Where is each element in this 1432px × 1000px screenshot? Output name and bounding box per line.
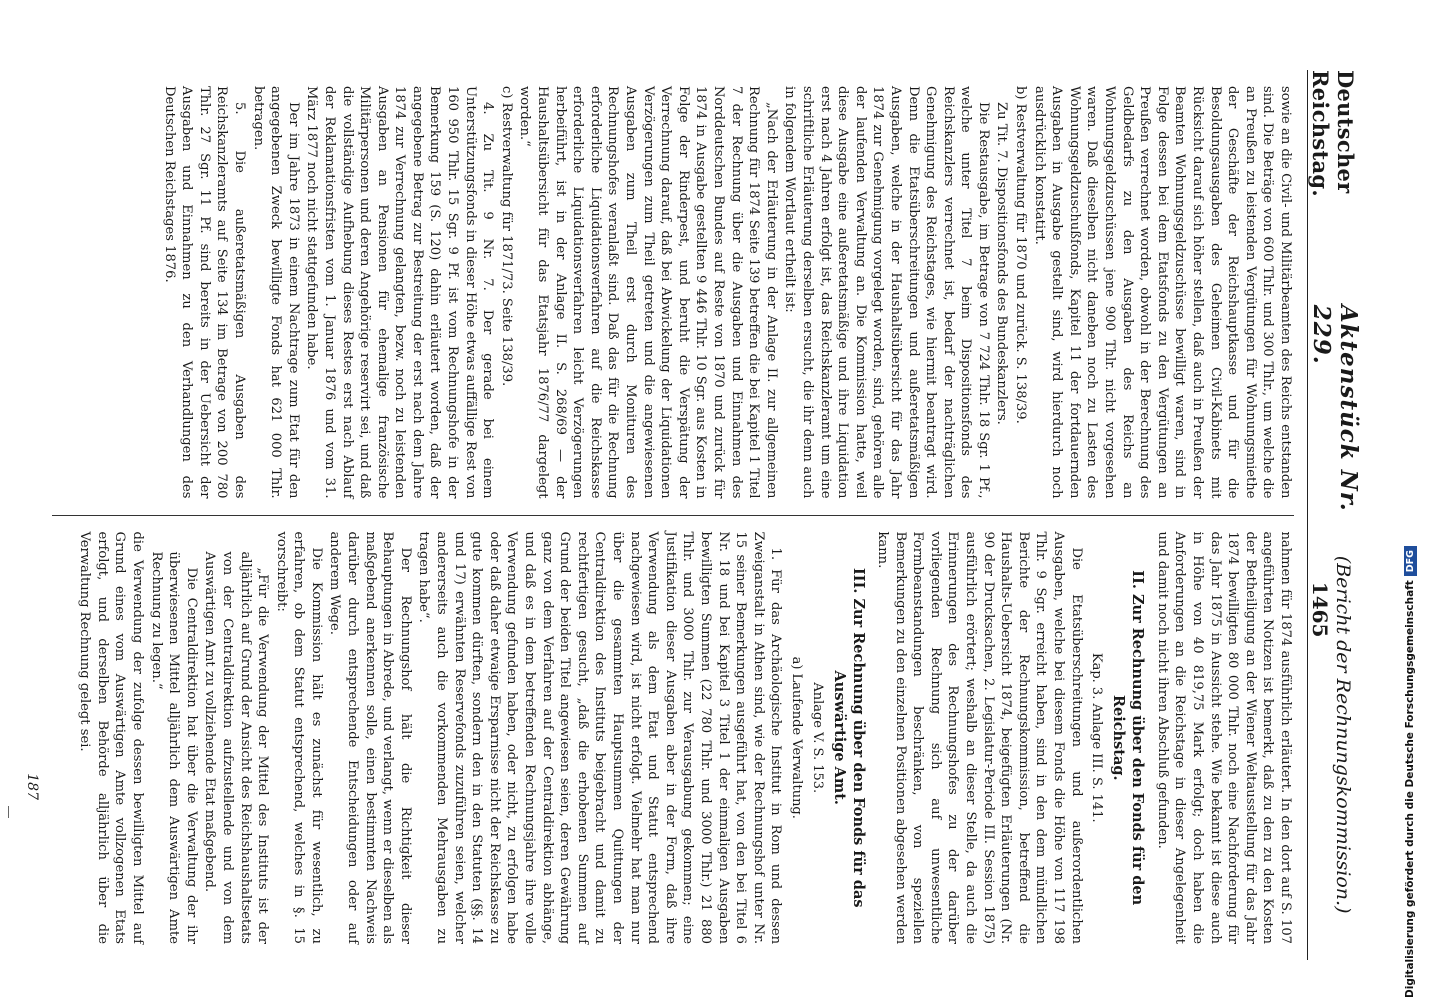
paragraph: die Verwendung der zufolge dessen bewilligten Mittel auf Grund eines vom Auswärtigen Amte vollzogenen Etats erfolgt, und derselben Behörde alljährlich über die Verwaltung Rechnung gelegt sei.: [77, 531, 145, 944]
document-page: [2, 30, 1372, 990]
left-column: [52, 70, 1294, 515]
paragraph: sowie an die Civil- und Militärbeamten des Reichs entstanden sind. Die Beträge von 600 Thlr. und 300 Thlr., um welche die an Preußen zu leistenden Vergütungen für Wohnungsmiethe der Geschäfte der Reichshauptkasse und für die Besoldungsausgaben des Geheimen Civil-Kabinets mit Rücksicht darauf sich höher stellen, daß auch in Preußen der Beamten Wohnungsgeldzuschüsse bewilligt waren, sind in Folge dessen bei dem Etatsfonds zu den Vergütungen an Preußen verrechnet worden, obwohl in der Berechnung des Geldbedarfs zu den Ausgaben des Reichs an Wohnungsgeldzuschüssen jene 900 Thlr. nicht vorgesehen waren. Daß dieselben nicht daneben noch zu Lasten des Wohnungsgeldzuschußfonds, Kapitel 11 der fortdauernden Ausgaben in Ausgabe gestellt sind, wird hierdurch noch ausdrücklich konstatirt.: [1031, 86, 1293, 499]
header-right: (Bericht der Rechnungskommission.): [1332, 555, 1354, 914]
page-number: 1465: [1308, 581, 1332, 638]
paragraph: 5. Die außeretatsmäßigen Ausgaben des Reichskanzleramts auf Seite 134 im Betrage von 200 780 Thlr. 27 Sgr. 11 Pf. sind bereits in der Uebersicht der Ausgaben und Einnahmen zu den Verhandlungen des Deutschen Reichstages 1876.: [161, 86, 247, 499]
scan-mark: [8, 806, 9, 818]
paragraph: Der im Jahre 1873 in einem Nachtrage zum Etat für den angegebenen Zweck bewilligte Fonds hat 621 000 Thlr. betragen.: [250, 86, 301, 499]
paragraph: „Nach der Erläuterung in der Anlage II. zur allgemeinen Rechnung für 1874 Seite 139 betreffen die bei Kapitel 1 Titel 7 der Rechnung über die Ausgaben und Einnahmen des Norddeutschen Bundes auf Reste von 1870 und zurück für 1874 in Ausgabe gestellten 9 446 Thlr. 10 Sgr. aus Kosten in Folge der Rinderpest, und beruht die Verspätung der Verrechnung darauf, daß bei Abwickelung der Liquidationen Verzögerungen zum Theil getreten und die angewiesenen Ausgaben zum Theil erst durch Monituren des Rechnungshofes veranlaßt sind. Daß das für die Rechnung erforderliche Liquidationsverfahren auf die Reichskasse erforderliche Liquidationsverfahren leicht Verzögerungen herbeiführt, ist in der Anlage II. S. 268/69 — der Haushaltsübersicht für das Etatsjahr 1876/77 dargelegt worden.“: [517, 86, 779, 499]
paragraph: 4. Zu Tit. 9 Nr. 7. Der gerade bei einem Unterstützungsfonds in dieser Höhe etwas auffällige Rest von 160 950 Thlr. 15 Sgr. 9 Pf. ist vom Rechnungshofe in der Bemerkung 159 (S. 120) dahin erläutert worden, daß der angegebene Betrag zur Bestreitung der erst nach dem Jahre 1874 zur Verrechnung gelangten, bezw. noch zu leistenden Ausgaben an Pensionen für ehemalige französische Militärpersonen und deren Angehörige reservirt sei, und daß die vollständige Aufhebung dieses Restes erst nach Ablauf der Reklamationsfristen vom 1. Januar 1876 und vom 31. März 1877 noch nicht stattgefunden habe.: [304, 86, 496, 499]
paragraph: 1. Für das Archäologische Institut in Rom und dessen Zweiganstalt in Athen sind, wie der Rechnungshof unter Nr. 15 seiner Bemerkungen ausgeführt hat, von den bei Titel 6 Nr. 18 und bei Kapitel 3 Titel 1 der einmaligen Ausgaben bewilligten Summen (22 780 Thlr. und 3000 Thlr.) 21 880 Thlr. und 3000 Thlr. zur Verausgabung gekommen; eine Justifikation dieser Ausgaben aber in der Form, daß ihre Verwendung als dem Etat und Statut entsprechend nachgewiesen wird, ist nicht erfolgt. Vielmehr hat man nur über die gesammten Hauptsummen Quittungen der Centraldirektion des Instituts beigebracht und damit zu rechtfertigen gesucht, „daß die erhobenen Summen auf Grund der beiden Titel angewiesen seien, deren Gewährung ganz von dem Verfahren auf der Centraldirektion abhänge, und daß es in dem betreffenden Rechnungsjahre ihre volle Verwendung gefunden haben, oder nicht, zu erfolgen habe oder daß daher etwaige Ersparnisse nicht der Reichskasse zu gute kommen dürften, sondern den in den Statuten (§§. 14 und 17) erwähnten Reservefonds zuzuführen seien, welcher andererseits auch die vorkommenden Mehrausgaben zu tragen habe“.: [416, 531, 784, 944]
section-b-title: b) Restverwaltung für 1870 und zurück. S. 138/39.: [1013, 86, 1029, 424]
section-III-subtitle: Anlage V. S. 153.: [809, 682, 825, 794]
paragraph: Die Etatsüberschreitungen und außerordentlichen Ausgaben, welche bei diesem Fonds die Höhe von 117 198 Thlr. 9 Sgr. erreicht haben, sind in den dem mündlichen Berichte der Rechnungskommission, betreffend die Haushalts-Uebersicht 1874, beigefügten Erläuterungen (Nr. 90 der Drucksachen, 2. Legislatur-Periode III. Session 1875) ausführlich erörtert; weshalb an dieser Stelle, da auch die Erinnerungen des Rechnungshofes zu der darüber vorliegenden Rechnung sich auf unwesentliche Formbeanstandungen beschränken, von speziellen Bemerkungen zu den einzelnen Positionen abgesehen werden kann.: [875, 531, 1084, 944]
text-columns: [52, 70, 1294, 960]
quote-paragraph: Die Centraldirektion hat über die Verwaltung der ihr überwiesenen Mittel alljährlich dem Auswärtigen Amte Rechnung zu legen.“: [148, 551, 199, 944]
section-II-title: II. Zur Rechnung über den Fonds für den Reichstag.: [1110, 570, 1147, 906]
paragraph: Zu Tit. 7. Dispositionsfonds des Bundeskanzlers.: [994, 102, 1010, 425]
footer-number: 187: [24, 773, 40, 800]
section-III-title: III. Zur Rechnung über den Fonds für das Auswärtige Amt.: [830, 568, 867, 908]
paragraph: nahmen für 1874 ausführlich erläutert. In den dort auf S. 107 angeführten Notizen ist bemerkt, daß zu den zu den Kosten der Betheiligung an der Wiener Weltausstellung für das Jahr 1874 bewilligten 80 000 Thlr. noch eine Nachforderung für das Jahr 1875 in Aussicht stehe. Wie bekannt ist diese auch in Höhe von 40 819,75 Mark erfolgt; doch haben die Anforderungen an die Reichstage in dieser Angelegenheit und damit noch nicht ihren Abschluß gefunden.: [1154, 531, 1293, 944]
stamp-text: Digitalisierung gefördert durch die Deutsche Forschungsgemeinschaft: [1404, 580, 1416, 998]
digitization-stamp: [1404, 546, 1417, 998]
right-column: [52, 515, 1294, 961]
dfg-logo: DFG: [1404, 546, 1417, 576]
section-c-title: c) Restverwaltung für 1871/73. Seite 138/39.: [498, 86, 514, 387]
quote-paragraph: „Für die Verwendung der Mittel des Instituts ist der alljährlich auf Grund der Ansicht des Reichshaushaltsetats von der Centraldirektion aufzustellende und von dem Auswärtigen Amt zu vollziehende Etat maßgebend.: [202, 551, 271, 944]
paragraph: Die Restausgabe, im Betrage von 7 724 Thlr. 18 Sgr. 1 Pf., welche unter Titel 7 beim Dispositionsfonds des Reichskanzlers verrechnet ist, bedarf der nachträglichen Genehmigung des Reichstages, wie hiermit beantragt wird. Denn die Etatsüberschreitungen und außeretatsmäßigen Ausgaben, welche in der Haushaltsübersicht für das Jahr 1874 zur Genehmigung vorgelegt worden, sind, gehören alle der laufenden Verwaltung an. Die Kommission hatte, weil diese Ausgabe eine außeretatsmäßige und ihre Liquidation erst nach 4 Jahren erfolgt ist, das Reichskanzleramt um eine schriftliche Erläuterung derselben ersucht, die ihr denn auch in folgendem Wortlaut ertheilt ist:: [782, 86, 991, 499]
header-document-number: Aktenstück Nr. 229.: [1308, 304, 1362, 512]
paragraph: Die Kommission hält es zunächst für wesentlich, zu erfahren, ob dem Statut entsprechend, welches in §. 15 vorschreibt:: [273, 531, 324, 944]
header-left: Deutscher Reichstag.: [1308, 70, 1358, 197]
paragraph: Der Rechnungshof hält die Richtigkeit dieser Behauptungen in Abrede, und verlangt, wenn er dieselben als maßgebend anerkennen solle, einen bestimmten Nachweis darüber durch entsprechende Entscheidungen oder auf anderem Wege.: [327, 531, 413, 944]
page-header: [1307, 70, 1362, 960]
section-III-subsection: a) Laufende Verwaltung.: [788, 656, 804, 819]
section-II-subtitle: Kap. 3. Anlage III. S. 141.: [1089, 652, 1105, 823]
